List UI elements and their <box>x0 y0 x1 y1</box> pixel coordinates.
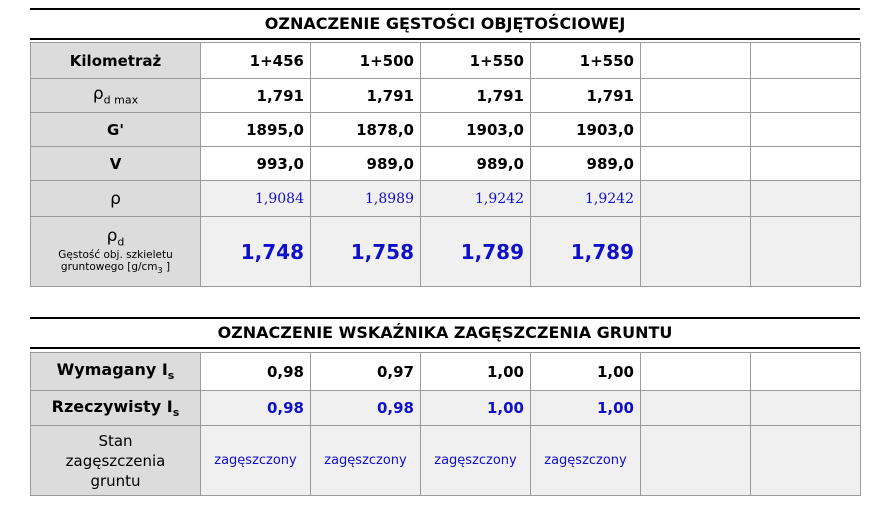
row-label-rho: ρ <box>31 181 201 217</box>
empty-cell <box>641 147 751 181</box>
table-row <box>31 426 861 496</box>
cell: 1,758 <box>311 217 421 287</box>
cell: 0,98 <box>311 391 421 426</box>
cell: 1,789 <box>531 217 641 287</box>
cell: 0,98 <box>201 353 311 391</box>
compaction-table <box>30 352 861 496</box>
empty-cell <box>751 79 861 113</box>
cell: 993,0 <box>201 147 311 181</box>
empty-cell <box>751 43 861 79</box>
cell: 989,0 <box>311 147 421 181</box>
cell: 0,97 <box>311 353 421 391</box>
empty-cell <box>641 43 751 79</box>
table-row <box>31 391 861 426</box>
compaction-section-title: OZNACZENIE WSKAŹNIKA ZAGĘSZCZENIA GRUNTU <box>30 317 860 349</box>
row-label-rho-dmax: $\rho_{d max}$ <box>31 79 201 113</box>
cell: 1,00 <box>421 391 531 426</box>
cell: 1,9242 <box>421 181 531 217</box>
table-row <box>31 113 861 147</box>
empty-cell <box>641 217 751 287</box>
cell: zagęszczony <box>201 426 311 496</box>
empty-cell <box>641 79 751 113</box>
cell: 989,0 <box>421 147 531 181</box>
table-row <box>31 181 861 217</box>
row-label-wymagany: Wymagany $I_s$ <box>31 353 201 391</box>
row-label-kilometraz: Kilometraż <box>31 43 201 79</box>
cell: 1,00 <box>531 391 641 426</box>
empty-cell <box>751 181 861 217</box>
cell: zagęszczony <box>421 426 531 496</box>
density-table <box>30 42 861 287</box>
cell: 1+550 <box>421 43 531 79</box>
empty-cell <box>641 426 751 496</box>
density-section-title: OZNACZENIE GĘSTOŚCI OBJĘTOŚCIOWEJ <box>30 8 860 40</box>
cell: 0,98 <box>201 391 311 426</box>
row-label-v: V <box>31 147 201 181</box>
cell: 989,0 <box>531 147 641 181</box>
row-label-g: G' <box>31 113 201 147</box>
cell: 1,748 <box>201 217 311 287</box>
row-label-stan: Stan zagęszczenia gruntu <box>31 426 201 496</box>
table-row <box>31 353 861 391</box>
table-row <box>31 147 861 181</box>
cell: 1+456 <box>201 43 311 79</box>
table-row <box>31 43 861 79</box>
row-label-rzeczywisty: Rzeczywisty $I_s$ <box>31 391 201 426</box>
cell: 1,791 <box>421 79 531 113</box>
cell: 1895,0 <box>201 113 311 147</box>
cell: 1,791 <box>201 79 311 113</box>
cell: 1,9084 <box>201 181 311 217</box>
cell: 1903,0 <box>421 113 531 147</box>
row-description: Gęstość obj. szkieletu gruntowego [$g/cm_3$ ] <box>58 248 173 275</box>
cell: 1+500 <box>311 43 421 79</box>
table-row <box>31 217 861 287</box>
empty-cell <box>641 391 751 426</box>
cell: zagęszczony <box>531 426 641 496</box>
empty-cell <box>641 181 751 217</box>
cell: zagęszczony <box>311 426 421 496</box>
row-label-rho-d: $\rho_d$ Gęstość obj. szkieletu gruntowego [$g/cm_3$ ] <box>31 217 201 287</box>
cell: 1903,0 <box>531 113 641 147</box>
empty-cell <box>751 426 861 496</box>
cell: 1,8989 <box>311 181 421 217</box>
empty-cell <box>751 391 861 426</box>
cell: 1,00 <box>531 353 641 391</box>
empty-cell <box>751 147 861 181</box>
cell: 1,00 <box>421 353 531 391</box>
empty-cell <box>751 113 861 147</box>
table-row <box>31 79 861 113</box>
empty-cell <box>641 353 751 391</box>
empty-cell <box>641 113 751 147</box>
cell: 1,791 <box>531 79 641 113</box>
empty-cell <box>751 217 861 287</box>
cell: 1+550 <box>531 43 641 79</box>
empty-cell <box>751 353 861 391</box>
cell: 1878,0 <box>311 113 421 147</box>
cell: 1,791 <box>311 79 421 113</box>
cell: 1,789 <box>421 217 531 287</box>
cell: 1,9242 <box>531 181 641 217</box>
